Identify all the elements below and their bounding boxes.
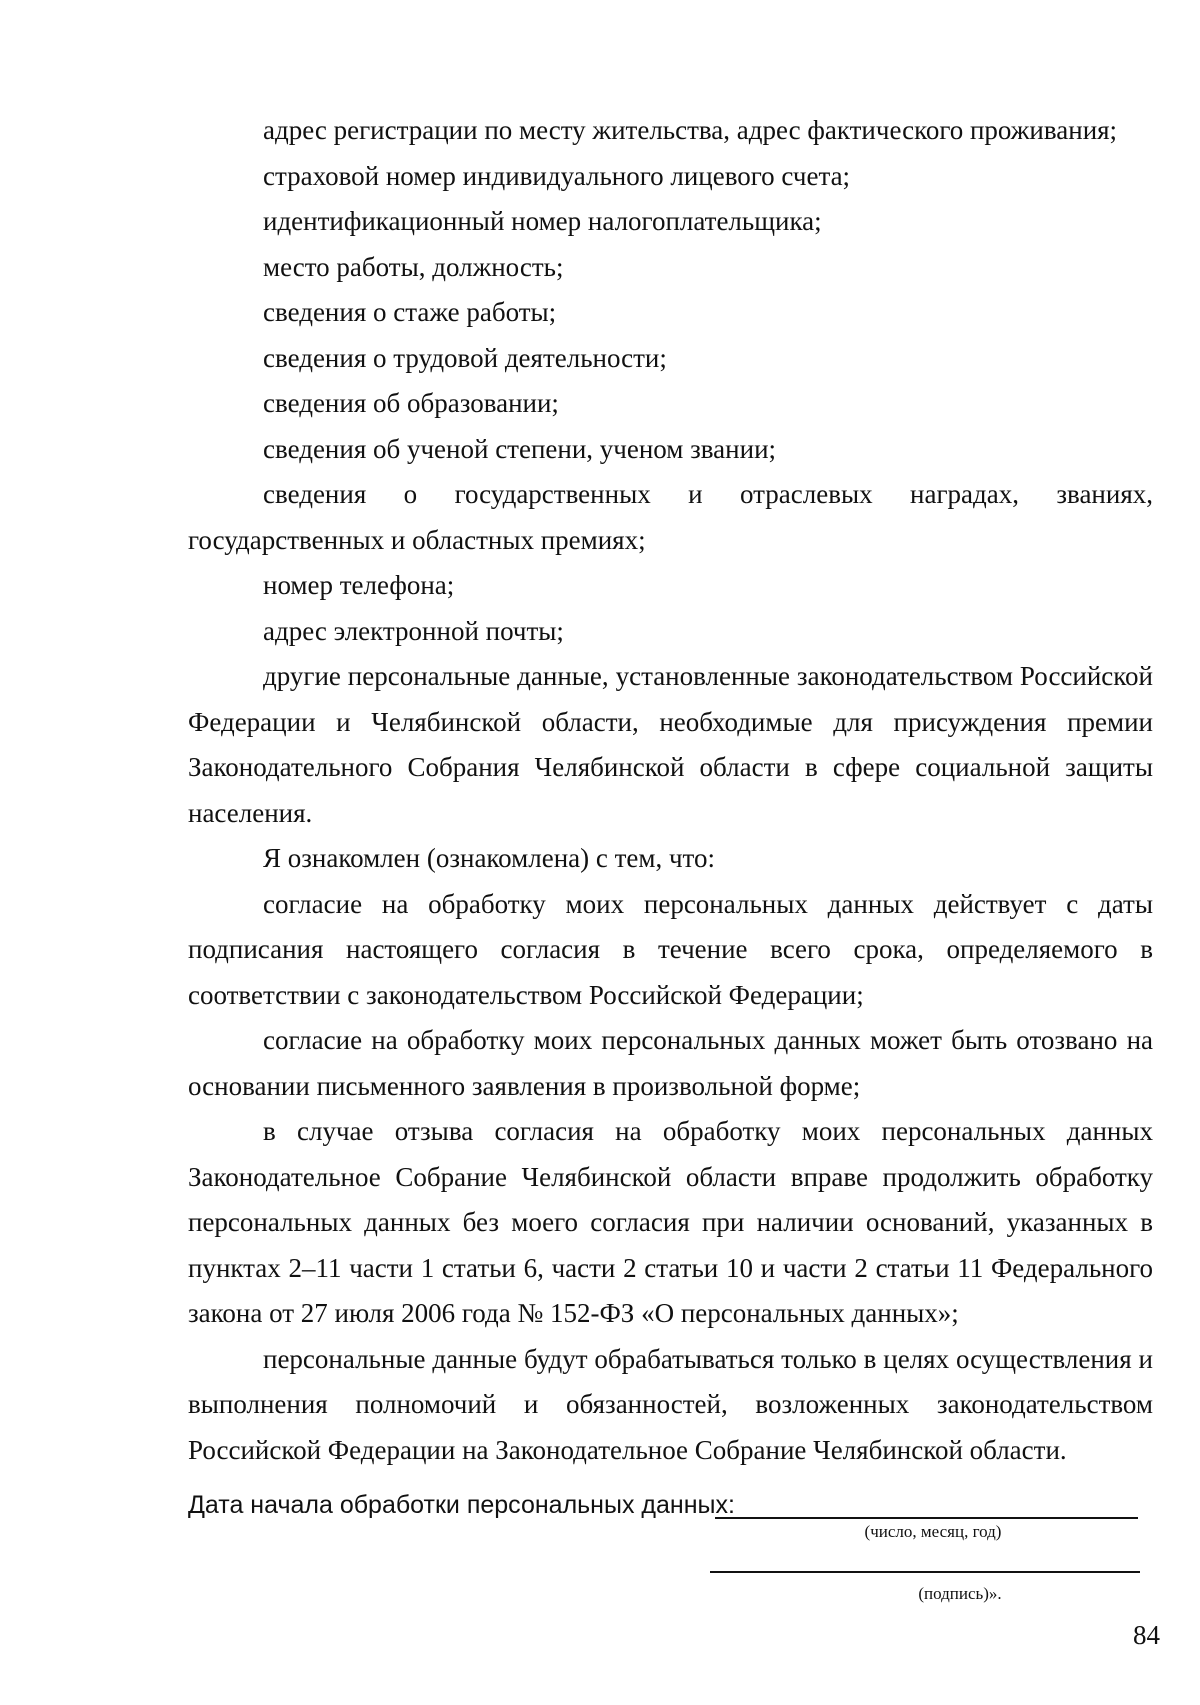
page-number: 84 <box>1133 1620 1160 1650</box>
paragraph: сведения о стаже работы; <box>263 297 557 327</box>
paragraph: согласие на обработку моих персональных данных может быть отозвано на основании письменного заявления в произвольной форме; <box>188 1025 1153 1101</box>
document-body <box>188 108 1153 1473</box>
paragraph: адрес электронной почты; <box>263 615 564 646</box>
paragraph: сведения об образовании; <box>263 388 559 418</box>
paragraph: номер телефона; <box>263 570 455 600</box>
paragraph: персональные данные будут обрабатываться только в целях осуществления и выполнения полномочий и обязанностей, возложенных законодательством Российской Федерации на Законодательное Собрание Челябинской области. <box>188 1343 1153 1465</box>
paragraph: Я ознакомлен (ознакомлена) с тем, что: <box>263 843 715 873</box>
signature-hint: (подпись)». <box>918 1584 1002 1603</box>
paragraph: сведения о государственных и отраслевых наградах, званиях, государственных и областных премиях; <box>188 479 1153 555</box>
paragraph: идентификационный номер налогоплательщика; <box>263 206 822 236</box>
paragraph: место работы, должность; <box>263 251 564 282</box>
date-blank-field <box>715 1517 1138 1519</box>
date-label: Дата начала обработки персональных данных: <box>188 1491 735 1519</box>
signature-blank-field <box>710 1571 1140 1573</box>
paragraph: в случае отзыва согласия на обработку моих персональных данных Законодательное Собрание Челябинской области вправе продолжить обработку персональных данных без моего согласия при наличии оснований, указанных в пунктах 2–11 части 1 статьи 6, части 2 статьи 10 и части 2 статьи 11 Федерального закона от 27 июля 2006 года № 152-ФЗ «О персональных данных»; <box>188 1116 1153 1328</box>
date-hint: (число, месяц, год) <box>864 1522 1002 1541</box>
date-line <box>188 1487 1153 1523</box>
paragraph: адрес регистрации по месту жительства, адрес фактического проживания; <box>263 115 1118 145</box>
paragraph: страховой номер индивидуального лицевого счета; <box>263 160 851 191</box>
paragraph: согласие на обработку моих персональных данных действует с даты подписания настоящего согласия в течение всего срока, определяемого в соответствии с законодательством Российской Федерации; <box>188 888 1153 1010</box>
paragraph: сведения о трудовой деятельности; <box>263 342 667 373</box>
paragraph: сведения об ученой степени, ученом звании; <box>263 433 777 464</box>
paragraph: другие персональные данные, установленные законодательством Российской Федерации и Челябинской области, необходимые для присуждения премии Законодательного Собрания Челябинской области в сфере социальной защиты населения. <box>188 661 1153 828</box>
